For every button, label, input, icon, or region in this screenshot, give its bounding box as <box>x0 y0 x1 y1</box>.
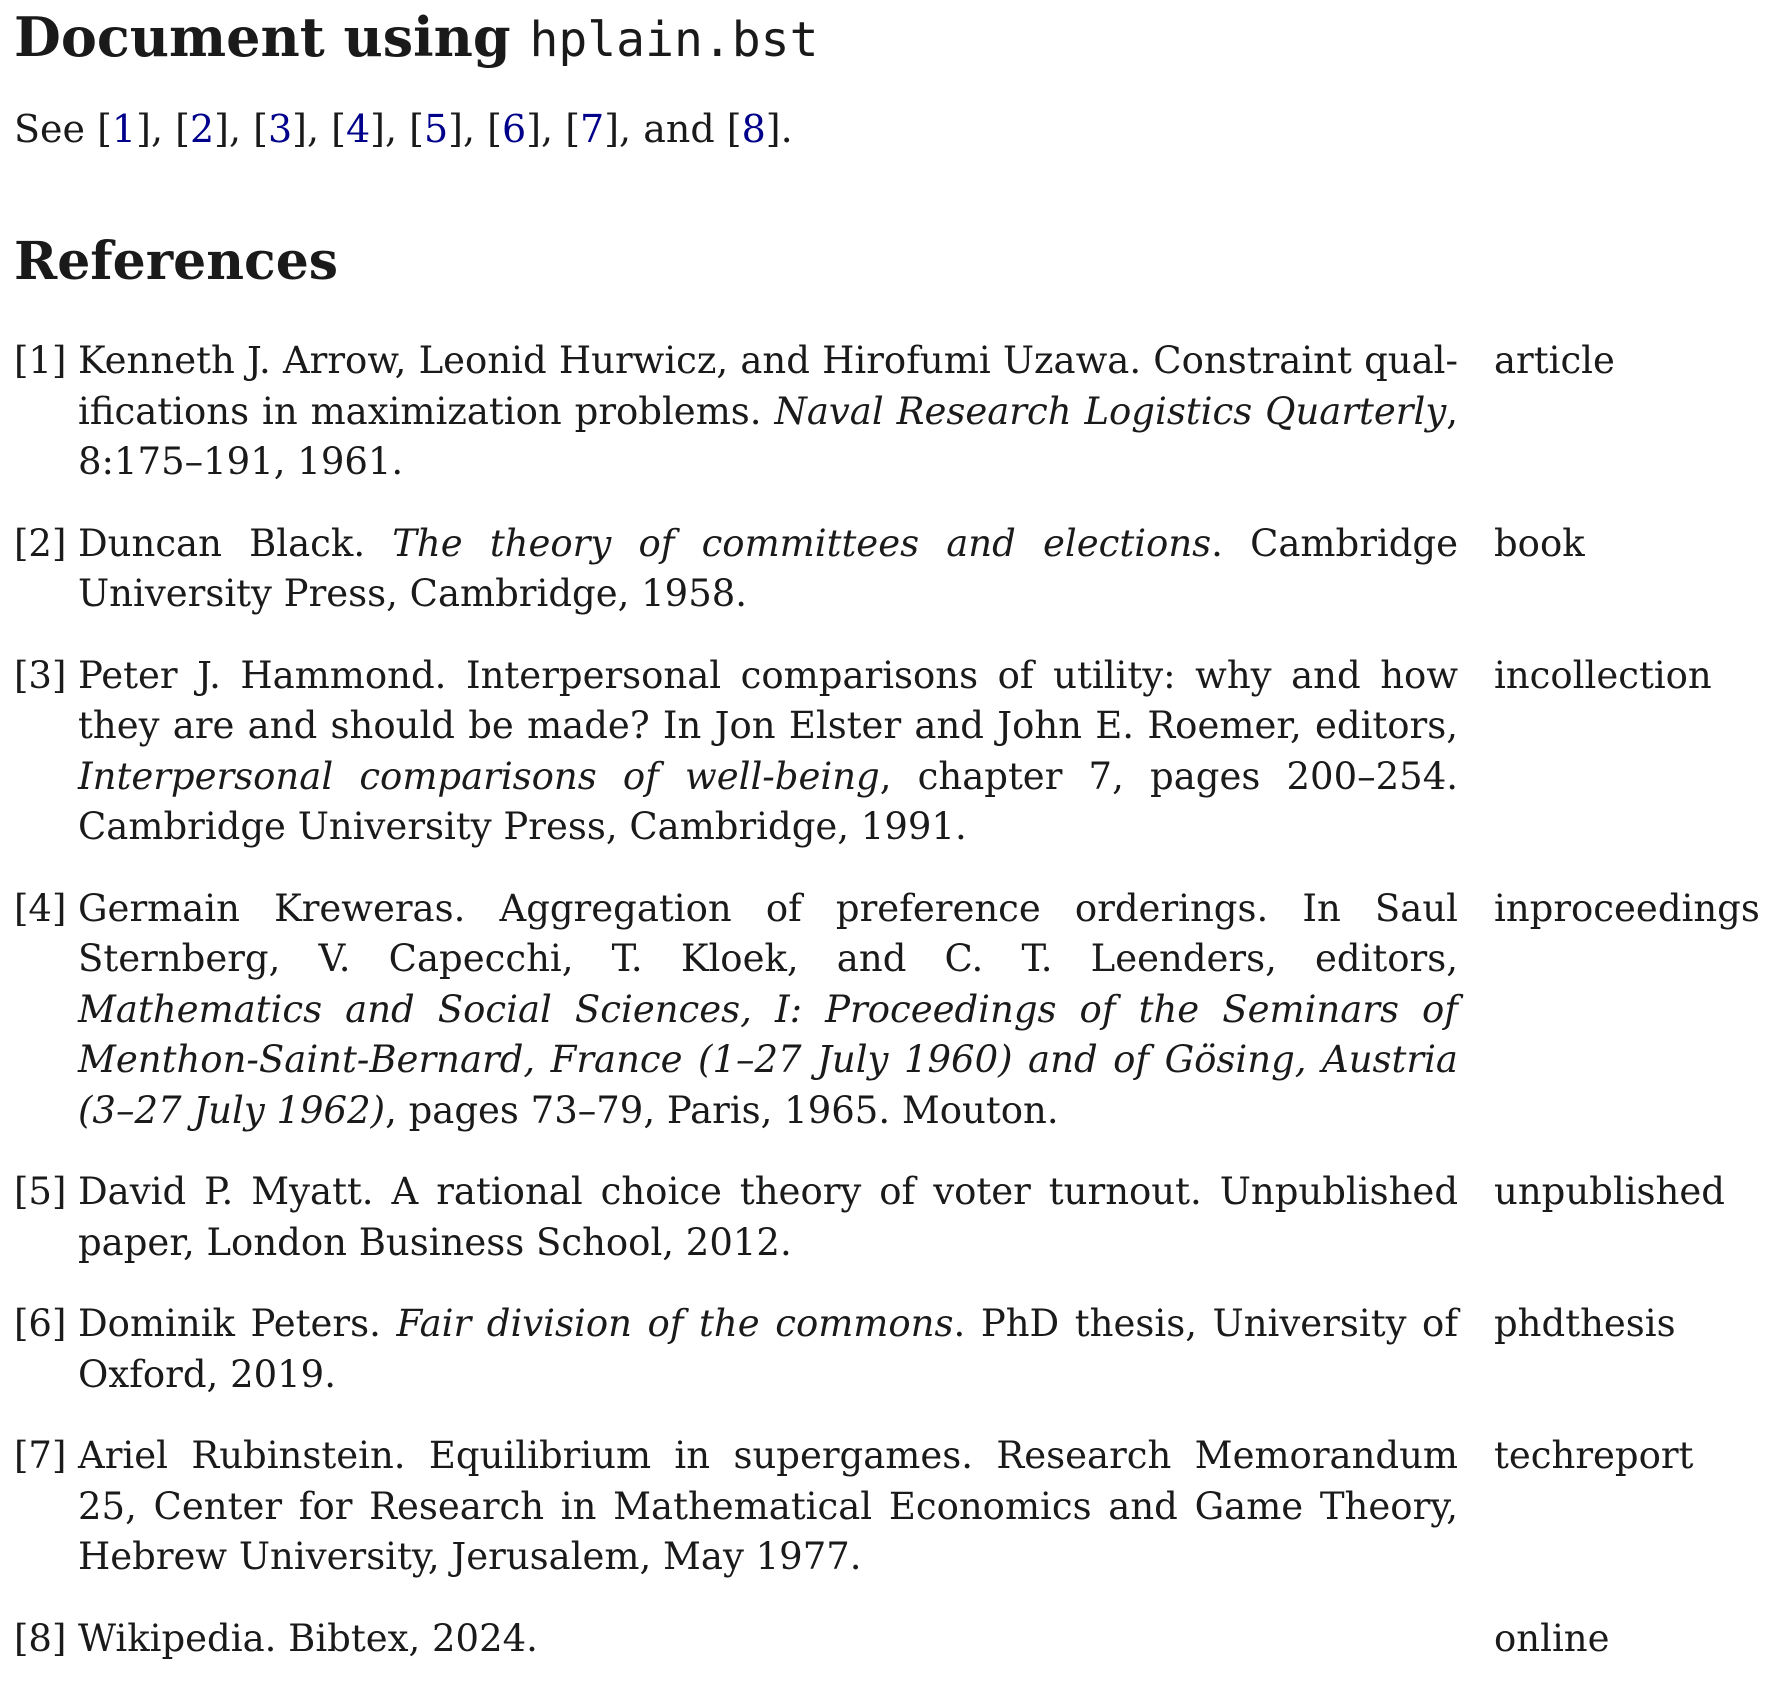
reference-text-segment: Kenneth J. Arrow, Leonid Hurwicz, and Hirofumi Uzawa. Constraint qualifications in maximization problems. <box>78 339 1458 433</box>
citation-link-8[interactable]: 8 <box>741 107 766 151</box>
document-title <box>14 4 818 73</box>
reference-entry-type: phdthesis <box>1494 1302 1676 1345</box>
reference-text <box>78 1614 1458 1665</box>
reference-item <box>14 651 1754 853</box>
citation-link-7[interactable]: 7 <box>580 107 605 151</box>
citation-separator: , <box>228 107 254 151</box>
citation-link-5[interactable]: 5 <box>423 107 449 151</box>
intro-end: . <box>780 107 793 151</box>
reference-text <box>78 651 1458 853</box>
citation-separator: , <box>306 107 332 151</box>
reference-text-segment: Dominik Peters. <box>78 1302 397 1345</box>
intro-lead: See <box>14 107 98 151</box>
reference-item <box>14 336 1754 488</box>
references-list <box>14 336 1760 1695</box>
reference-text-segment: Wikipedia. Bibtex, 2024. <box>78 1616 538 1660</box>
reference-entry-type: online <box>1494 1616 1610 1660</box>
reference-text <box>78 1431 1458 1583</box>
reference-item <box>14 1614 1754 1665</box>
reference-item <box>14 884 1760 1137</box>
reference-text-segment: , pages 73–79, Paris, 1965. Mouton. <box>385 1088 1059 1132</box>
reference-text-segment: . Cambridge University Press, Cambridge, 1958. <box>78 521 1458 615</box>
reference-entry-type: inproceedings <box>1494 886 1760 930</box>
reference-item <box>14 519 1754 620</box>
citation-list: [1], [2], [3], [4], [5], [6], [7], and [8] <box>97 107 781 151</box>
reference-item <box>14 1299 1754 1400</box>
reference-text-segment: . PhD thesis, University of Oxford, 2019. <box>78 1302 1459 1396</box>
reference-label: [5] <box>14 1170 67 1213</box>
citation-separator: , and <box>619 107 727 151</box>
reference-text-segment: Peter J. Hammond. Interpersonal comparisons of utility: why and how they are and should be made? In Jon Elster and John E. Roemer, editors, <box>78 653 1458 747</box>
citation-link-6[interactable]: 6 <box>502 107 527 151</box>
citation-separator: , <box>463 107 488 151</box>
reference-text <box>78 884 1458 1137</box>
reference-text <box>78 519 1458 620</box>
reference-text-segment: , 8:175–191, 1961. <box>78 389 1458 483</box>
reference-text-segment: , chapter 7, pages 200–254. Cambridge University Press, Cambridge, 1991. <box>78 754 1458 848</box>
reference-italic-title: Fair division of the commons <box>396 1302 954 1345</box>
reference-text-segment: David P. Myatt. A rational choice theory of voter turnout. Unpublished paper, London Business School, 2012. <box>78 1170 1458 1264</box>
reference-text-segment: Germain Kreweras. Aggregation of preference orderings. In Saul Sternberg, V. Capecchi, T. Kloek, and C. T. Leenders, editors, <box>78 886 1458 980</box>
citation-link-3[interactable]: 3 <box>267 107 293 151</box>
reference-label: [1] <box>14 339 67 382</box>
reference-label: [6] <box>14 1302 67 1345</box>
reference-entry-type: incollection <box>1494 653 1712 697</box>
reference-text-segment: Ariel Rubinstein. Equilibrium in supergames. Research Memorandum 25, Center for Research in Mathematical Economics and Game Theory, Hebrew University, Jerusalem, May 1977. <box>78 1434 1458 1578</box>
reference-entry-type: article <box>1494 339 1615 382</box>
reference-label: [4] <box>14 886 67 930</box>
citation-link-2[interactable]: 2 <box>189 107 215 151</box>
reference-item <box>14 1431 1754 1583</box>
title-text: Document using <box>14 5 530 69</box>
reference-text <box>78 1299 1458 1400</box>
intro-paragraph <box>14 104 793 154</box>
reference-text <box>78 336 1458 488</box>
reference-entry-type: techreport <box>1494 1434 1694 1477</box>
citation-link-4[interactable]: 4 <box>345 107 371 151</box>
reference-italic-title: Naval Research Logistics Quarterly <box>774 389 1447 433</box>
reference-italic-title: Interpersonal comparisons of well-being <box>78 754 880 798</box>
reference-label: [7] <box>14 1434 67 1477</box>
references-heading: References <box>14 231 339 292</box>
reference-label: [3] <box>14 653 67 697</box>
reference-label: [2] <box>14 521 67 565</box>
reference-item <box>14 1167 1754 1268</box>
reference-text <box>78 1167 1458 1268</box>
reference-entry-type: unpublished <box>1494 1170 1725 1213</box>
reference-italic-title: Mathematics and Social Sciences, I: Proceedings of the Seminars of Menthon-Saint-Bernard, France (1–27 July 1960) and of Gösing, Austria (3–27 July 1962) <box>78 987 1458 1132</box>
reference-label: [8] <box>14 1616 67 1660</box>
reference-italic-title: The theory of committees and elections <box>392 521 1212 565</box>
reference-entry-type: book <box>1494 521 1585 565</box>
reference-text-segment: Duncan Black. <box>78 521 393 565</box>
citation-link-1[interactable]: 1 <box>111 107 137 151</box>
title-code: hplain.bst <box>529 12 819 68</box>
citation-separator: , <box>384 107 410 151</box>
citation-separator: , <box>150 107 176 151</box>
citation-separator: , <box>541 107 566 151</box>
